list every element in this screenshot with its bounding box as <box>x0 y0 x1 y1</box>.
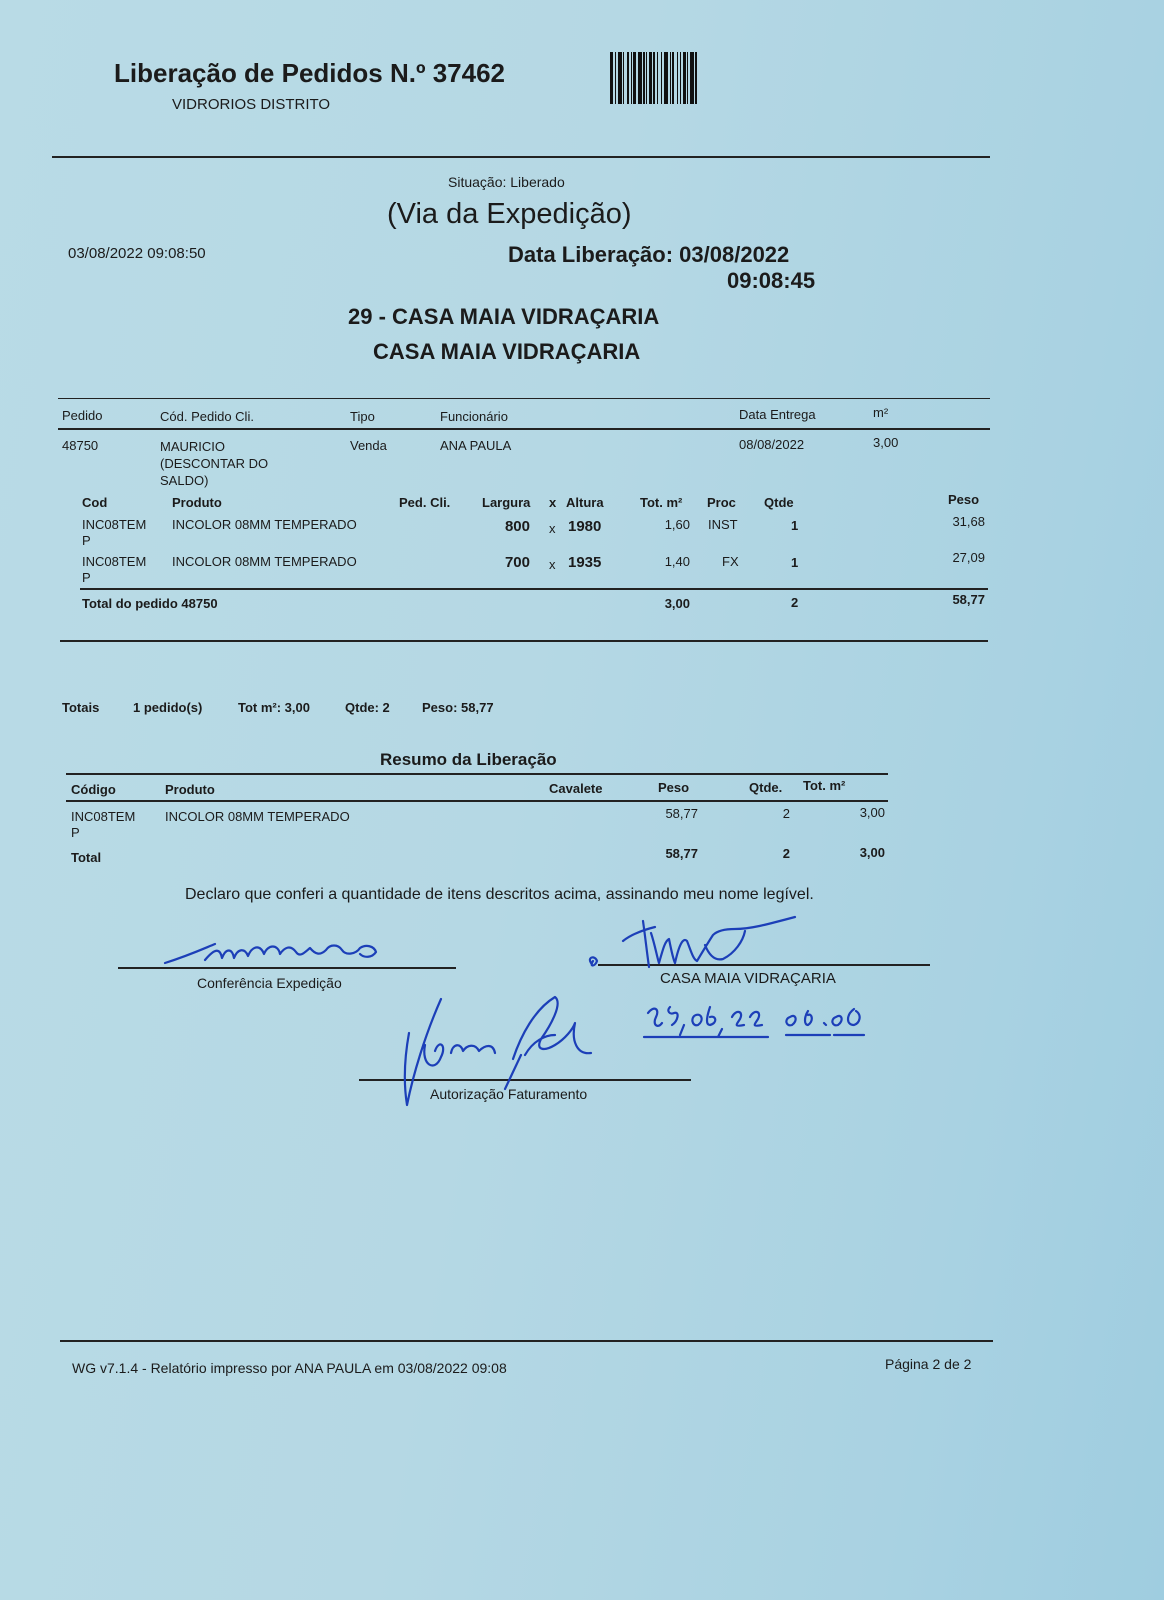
col-qtde: Qtde <box>764 495 794 510</box>
summary-col-tot-m2: Tot. m² <box>803 778 846 793</box>
order-total-peso: 58,77 <box>952 592 985 607</box>
item-proc: FX <box>722 554 739 569</box>
summary-produto: INCOLOR 08MM TEMPERADO <box>165 809 350 824</box>
item-largura: 800 <box>504 518 530 535</box>
item-qtde: 1 <box>791 555 799 570</box>
order-m2: 3,00 <box>873 435 899 450</box>
signature-label-expedicao: Conferência Expedição <box>197 975 342 991</box>
totals-m2: Tot m²: 3,00 <box>238 700 310 715</box>
totals-peso: Peso: 58,77 <box>422 700 494 715</box>
summary-top-line <box>66 773 888 775</box>
totals-qtde: Qtde: 2 <box>345 700 390 715</box>
col-tot-m2: Tot. m² <box>640 495 683 510</box>
order-funcionario: ANA PAULA <box>440 438 512 453</box>
summary-title: Resumo da Liberação <box>380 750 557 769</box>
order-tipo: Venda <box>350 438 387 453</box>
via-label: (Via da Expedição) <box>387 198 632 230</box>
client-name-1: 29 - CASA MAIA VIDRAÇARIA <box>348 304 660 329</box>
barcode <box>610 52 774 104</box>
handwritten-date <box>640 995 920 1045</box>
col-pedido: Pedido <box>62 408 103 423</box>
item-x: x <box>549 521 556 536</box>
header-divider <box>52 156 990 158</box>
summary-tot-m2: 3,00 <box>859 805 885 820</box>
item-tot-m2: 1,60 <box>664 517 690 532</box>
footer-printed-by: WG v7.1.4 - Relatório impresso por ANA PAULA em 03/08/2022 09:08 <box>72 1360 507 1376</box>
summary-codigo-line: P <box>71 825 80 840</box>
totals-label: Totais <box>62 700 100 715</box>
summary-codigo-line: INC08TEM <box>71 809 136 824</box>
order-total-label: Total do pedido 48750 <box>82 596 218 611</box>
col-ped-cli: Ped. Cli. <box>399 495 451 510</box>
item-tot-m2: 1,40 <box>664 554 690 569</box>
printed-datetime: 03/08/2022 09:08:50 <box>68 245 206 262</box>
order-cod-line: MAURICIO <box>160 439 225 454</box>
item-cod-line: P <box>82 533 91 548</box>
item-peso: 27,09 <box>952 550 985 565</box>
item-produto: INCOLOR 08MM TEMPERADO <box>172 517 357 532</box>
order-pedido: 48750 <box>62 438 99 453</box>
col-data-entrega: Data Entrega <box>739 407 816 422</box>
order-cod-pedido-cli <box>160 438 268 489</box>
item-cod-line: P <box>82 570 91 585</box>
col-peso: Peso <box>948 492 980 507</box>
summary-codigo <box>71 809 135 841</box>
summary-col-qtde: Qtde. <box>749 780 783 795</box>
item-altura: 1980 <box>568 518 602 535</box>
items-total-line <box>80 588 988 590</box>
col-proc: Proc <box>707 495 736 510</box>
summary-col-produto: Produto <box>165 782 215 797</box>
col-x: x <box>549 495 557 510</box>
col-cod-pedido-cli: Cód. Pedido Cli. <box>160 409 254 424</box>
order-table-top-line <box>58 398 990 399</box>
col-m2: m² <box>873 405 889 420</box>
col-tipo: Tipo <box>350 409 375 424</box>
footer-page-number: Página 2 de 2 <box>885 1356 972 1372</box>
item-qtde: 1 <box>791 518 799 533</box>
footer-divider <box>60 1340 993 1342</box>
handwritten-signature-faturamento <box>395 995 625 1110</box>
summary-header-underline <box>66 800 888 802</box>
client-name-2: CASA MAIA VIDRAÇARIA <box>373 339 641 364</box>
totals-pedidos: 1 pedido(s) <box>133 700 203 715</box>
declaration-text: Declaro que conferi a quantidade de itens descritos acima, assinando meu nome legível. <box>185 886 814 903</box>
summary-qtde: 2 <box>782 806 790 821</box>
item-largura: 700 <box>504 554 530 571</box>
items-bottom-line <box>60 640 988 642</box>
summary-total-m2: 3,00 <box>859 845 885 860</box>
summary-peso: 58,77 <box>665 806 698 821</box>
summary-col-peso: Peso <box>658 780 690 795</box>
col-largura: Largura <box>482 495 531 510</box>
col-funcionario: Funcionário <box>440 409 508 424</box>
handwritten-signature-expedicao <box>160 930 400 970</box>
item-cod <box>82 517 146 549</box>
order-cod-line: (DESCONTAR DO <box>160 456 269 471</box>
summary-total-qtde: 2 <box>782 846 790 861</box>
release-date: Data Liberação: 03/08/2022 <box>508 242 790 267</box>
situation-status: Situação: Liberado <box>448 174 565 190</box>
handwritten-signature-cliente <box>585 905 835 985</box>
order-header-underline <box>58 428 990 430</box>
col-altura: Altura <box>566 495 604 510</box>
item-produto: INCOLOR 08MM TEMPERADO <box>172 554 357 569</box>
signature-label-faturamento: Autorização Faturamento <box>430 1086 588 1102</box>
barcode-bar <box>695 52 697 104</box>
item-cod <box>82 554 146 586</box>
order-total-qtde: 2 <box>791 595 799 610</box>
order-total-m2: 3,00 <box>664 596 690 611</box>
summary-total-label: Total <box>71 850 102 865</box>
signature-label-cliente: CASA MAIA VIDRAÇARIA <box>660 970 836 987</box>
document-title: Liberação de Pedidos N.º 37462 <box>114 58 505 88</box>
summary-total-peso: 58,77 <box>665 846 698 861</box>
company-name: VIDRORIOS DISTRITO <box>172 96 331 113</box>
item-cod-line: INC08TEM <box>82 517 147 532</box>
col-cod: Cod <box>82 495 108 510</box>
release-time: 09:08:45 <box>727 268 816 293</box>
col-produto: Produto <box>172 495 222 510</box>
summary-col-cavalete: Cavalete <box>549 781 603 796</box>
order-data-entrega: 08/08/2022 <box>739 437 805 452</box>
order-cod-line: SALDO) <box>160 473 209 488</box>
item-x: x <box>549 557 556 572</box>
item-cod-line: INC08TEM <box>82 554 147 569</box>
item-peso: 31,68 <box>952 514 985 529</box>
item-proc: INST <box>708 517 738 532</box>
item-altura: 1935 <box>568 554 602 571</box>
summary-col-codigo: Código <box>71 782 116 797</box>
